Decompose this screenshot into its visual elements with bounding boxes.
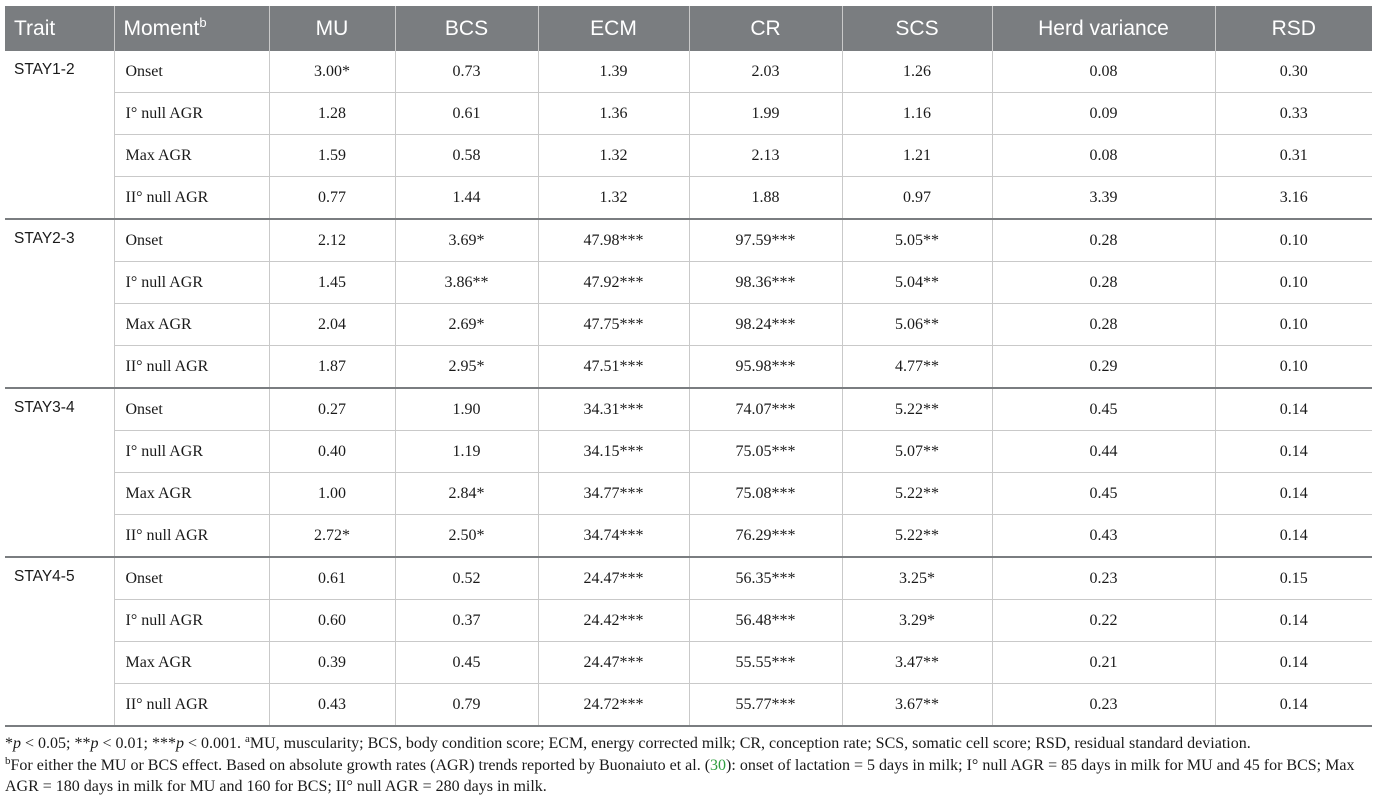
- table-row: [5, 135, 1372, 177]
- table-row: [5, 642, 1372, 684]
- trait-cell: STAY3-4: [5, 388, 114, 557]
- mu-cell: 1.28: [269, 93, 395, 135]
- moment-cell: II° null AGR: [114, 177, 269, 220]
- herd-variance-cell: 0.28: [992, 262, 1215, 304]
- header-mu: MU: [269, 6, 395, 51]
- cr-cell: 97.59***: [689, 219, 842, 262]
- scs-cell: 1.26: [842, 51, 992, 93]
- scs-cell: 5.05**: [842, 219, 992, 262]
- bcs-cell: 0.45: [395, 642, 538, 684]
- mu-cell: 1.59: [269, 135, 395, 177]
- rsd-cell: 0.31: [1215, 135, 1372, 177]
- trait-cell: STAY4-5: [5, 557, 114, 726]
- trait-cell: STAY1-2: [5, 51, 114, 219]
- moment-cell: Onset: [114, 219, 269, 262]
- scs-cell: 1.21: [842, 135, 992, 177]
- mu-cell: 3.00*: [269, 51, 395, 93]
- bcs-cell: 2.84*: [395, 473, 538, 515]
- rsd-cell: 0.10: [1215, 219, 1372, 262]
- cr-cell: 55.77***: [689, 684, 842, 727]
- mu-cell: 0.61: [269, 557, 395, 600]
- header-moment-label: Moment: [123, 16, 200, 40]
- footnote-significance-and-abbreviations: [5, 733, 1372, 755]
- header-ecm: ECM: [538, 6, 689, 51]
- moment-cell: Onset: [114, 51, 269, 93]
- herd-variance-cell: 0.08: [992, 135, 1215, 177]
- herd-variance-cell: 0.28: [992, 219, 1215, 262]
- herd-variance-cell: 3.39: [992, 177, 1215, 220]
- results-table-container: [5, 6, 1372, 727]
- scs-cell: 5.07**: [842, 431, 992, 473]
- trait-cell: STAY2-3: [5, 219, 114, 388]
- mu-cell: 1.00: [269, 473, 395, 515]
- cr-cell: 1.99: [689, 93, 842, 135]
- header-cr: CR: [689, 6, 842, 51]
- mu-cell: 1.45: [269, 262, 395, 304]
- ecm-cell: 34.74***: [538, 515, 689, 558]
- sig-threshold-2: < 0.01;: [98, 735, 152, 752]
- mu-cell: 2.12: [269, 219, 395, 262]
- bcs-cell: 1.19: [395, 431, 538, 473]
- mu-cell: 0.39: [269, 642, 395, 684]
- herd-variance-cell: 0.43: [992, 515, 1215, 558]
- table-row: [5, 177, 1372, 220]
- bcs-cell: 3.86**: [395, 262, 538, 304]
- header-herd-variance: Herd variance: [992, 6, 1215, 51]
- moment-cell: I° null AGR: [114, 93, 269, 135]
- ecm-cell: 34.15***: [538, 431, 689, 473]
- footnote-marker-b: b: [5, 754, 11, 767]
- cr-cell: 56.35***: [689, 557, 842, 600]
- herd-variance-cell: 0.45: [992, 388, 1215, 431]
- mu-cell: 0.77: [269, 177, 395, 220]
- moment-cell: Onset: [114, 388, 269, 431]
- ecm-cell: 24.72***: [538, 684, 689, 727]
- herd-variance-cell: 0.22: [992, 600, 1215, 642]
- reference-link[interactable]: 30: [710, 756, 727, 774]
- abbreviations-text: MU, muscularity; BCS, body condition score; ECM, energy corrected milk; CR, conception rate; SCS, somatic cell score; RSD, residual standard deviation.: [249, 735, 1251, 752]
- header-rsd: RSD: [1215, 6, 1372, 51]
- table-row: [5, 304, 1372, 346]
- rsd-cell: 0.14: [1215, 600, 1372, 642]
- bcs-cell: 2.50*: [395, 515, 538, 558]
- table-footnotes: [5, 733, 1372, 798]
- moment-cell: Max AGR: [114, 304, 269, 346]
- mu-cell: 2.72*: [269, 515, 395, 558]
- cr-cell: 74.07***: [689, 388, 842, 431]
- table-row: [5, 431, 1372, 473]
- bcs-cell: 3.69*: [395, 219, 538, 262]
- scs-cell: 5.06**: [842, 304, 992, 346]
- moment-cell: I° null AGR: [114, 262, 269, 304]
- rsd-cell: 0.10: [1215, 262, 1372, 304]
- rsd-cell: 0.14: [1215, 473, 1372, 515]
- ecm-cell: 47.98***: [538, 219, 689, 262]
- cr-cell: 1.88: [689, 177, 842, 220]
- p-symbol-1: p: [13, 735, 21, 752]
- table-header-row: [5, 6, 1372, 51]
- bcs-cell: 1.90: [395, 388, 538, 431]
- scs-cell: 1.16: [842, 93, 992, 135]
- scs-cell: 5.22**: [842, 515, 992, 558]
- mu-cell: 1.87: [269, 346, 395, 389]
- p-symbol-3: p: [175, 735, 184, 752]
- scs-cell: 5.22**: [842, 473, 992, 515]
- footnote-marker-a: a: [244, 733, 250, 745]
- bcs-cell: 0.73: [395, 51, 538, 93]
- scs-cell: 3.67**: [842, 684, 992, 727]
- moment-cell: Max AGR: [114, 473, 269, 515]
- header-trait: Trait: [5, 6, 114, 51]
- bcs-cell: 0.79: [395, 684, 538, 727]
- cr-cell: 95.98***: [689, 346, 842, 389]
- ecm-cell: 1.32: [538, 177, 689, 220]
- herd-variance-cell: 0.23: [992, 557, 1215, 600]
- scs-cell: 4.77**: [842, 346, 992, 389]
- table-row: [5, 473, 1372, 515]
- mu-cell: 0.60: [269, 600, 395, 642]
- scs-cell: 3.47**: [842, 642, 992, 684]
- ecm-cell: 24.47***: [538, 642, 689, 684]
- rsd-cell: 0.33: [1215, 93, 1372, 135]
- table-row: [5, 684, 1372, 727]
- cr-cell: 98.24***: [689, 304, 842, 346]
- bcs-cell: 0.61: [395, 93, 538, 135]
- moment-cell: Max AGR: [114, 642, 269, 684]
- cr-cell: 98.36***: [689, 262, 842, 304]
- table-row: [5, 93, 1372, 135]
- header-moment-footnote-marker: b: [199, 14, 207, 30]
- moment-cell: II° null AGR: [114, 515, 269, 558]
- sig-star-1: *: [5, 735, 13, 752]
- sig-star-2: **: [74, 735, 91, 752]
- table-row: [5, 600, 1372, 642]
- herd-variance-cell: 0.21: [992, 642, 1215, 684]
- cr-cell: 56.48***: [689, 600, 842, 642]
- moment-cell: Onset: [114, 557, 269, 600]
- scs-cell: 3.29*: [842, 600, 992, 642]
- herd-variance-cell: 0.28: [992, 304, 1215, 346]
- sig-threshold-1: < 0.05;: [21, 735, 75, 752]
- table-row: [5, 51, 1372, 93]
- scs-cell: 5.22**: [842, 388, 992, 431]
- cr-cell: 55.55***: [689, 642, 842, 684]
- results-table: [5, 6, 1372, 727]
- footnote-b: [5, 755, 1372, 798]
- p-symbol-2: p: [90, 735, 99, 752]
- rsd-cell: 0.14: [1215, 431, 1372, 473]
- sig-threshold-3: < 0.001.: [183, 735, 245, 752]
- herd-variance-cell: 0.23: [992, 684, 1215, 727]
- moment-cell: I° null AGR: [114, 431, 269, 473]
- ecm-cell: 47.75***: [538, 304, 689, 346]
- rsd-cell: 0.14: [1215, 642, 1372, 684]
- ecm-cell: 47.92***: [538, 262, 689, 304]
- cr-cell: 76.29***: [689, 515, 842, 558]
- ecm-cell: 24.42***: [538, 600, 689, 642]
- rsd-cell: 0.10: [1215, 304, 1372, 346]
- ecm-cell: 1.32: [538, 135, 689, 177]
- moment-cell: II° null AGR: [114, 684, 269, 727]
- bcs-cell: 2.69*: [395, 304, 538, 346]
- scs-cell: 0.97: [842, 177, 992, 220]
- mu-cell: 0.40: [269, 431, 395, 473]
- ecm-cell: 1.36: [538, 93, 689, 135]
- footnote-b-text-end: ): onset of lactation = 5 days in milk; I° null AGR = 85 days in milk for MU and 45 for BCS; Max AGR = 180 days in milk for MU and 160 for BCS; II° null AGR = 280 days in milk.: [5, 756, 1355, 795]
- table-row: [5, 388, 1372, 431]
- rsd-cell: 0.30: [1215, 51, 1372, 93]
- moment-cell: II° null AGR: [114, 346, 269, 389]
- header-moment: [114, 6, 269, 51]
- bcs-cell: 1.44: [395, 177, 538, 220]
- cr-cell: 75.08***: [689, 473, 842, 515]
- ecm-cell: 1.39: [538, 51, 689, 93]
- herd-variance-cell: 0.09: [992, 93, 1215, 135]
- table-row: [5, 557, 1372, 600]
- bcs-cell: 0.52: [395, 557, 538, 600]
- table-body: [5, 51, 1372, 726]
- ecm-cell: 47.51***: [538, 346, 689, 389]
- rsd-cell: 0.15: [1215, 557, 1372, 600]
- ecm-cell: 34.31***: [538, 388, 689, 431]
- moment-cell: Max AGR: [114, 135, 269, 177]
- bcs-cell: 0.58: [395, 135, 538, 177]
- rsd-cell: 0.14: [1215, 515, 1372, 558]
- mu-cell: 0.43: [269, 684, 395, 727]
- header-scs: SCS: [842, 6, 992, 51]
- header-bcs: BCS: [395, 6, 538, 51]
- moment-cell: I° null AGR: [114, 600, 269, 642]
- bcs-cell: 2.95*: [395, 346, 538, 389]
- herd-variance-cell: 0.45: [992, 473, 1215, 515]
- footnote-b-text-start: For either the MU or BCS effect. Based on absolute growth rates (AGR) trends reported by Buonaiuto et al. (: [10, 756, 711, 774]
- mu-cell: 0.27: [269, 388, 395, 431]
- table-row: [5, 346, 1372, 389]
- herd-variance-cell: 0.08: [992, 51, 1215, 93]
- table-row: [5, 262, 1372, 304]
- rsd-cell: 3.16: [1215, 177, 1372, 220]
- ecm-cell: 34.77***: [538, 473, 689, 515]
- sig-star-3: ***: [151, 735, 176, 752]
- scs-cell: 5.04**: [842, 262, 992, 304]
- rsd-cell: 0.10: [1215, 346, 1372, 389]
- scs-cell: 3.25*: [842, 557, 992, 600]
- mu-cell: 2.04: [269, 304, 395, 346]
- cr-cell: 2.13: [689, 135, 842, 177]
- cr-cell: 2.03: [689, 51, 842, 93]
- ecm-cell: 24.47***: [538, 557, 689, 600]
- herd-variance-cell: 0.44: [992, 431, 1215, 473]
- table-row: [5, 515, 1372, 558]
- herd-variance-cell: 0.29: [992, 346, 1215, 389]
- table-row: [5, 219, 1372, 262]
- cr-cell: 75.05***: [689, 431, 842, 473]
- bcs-cell: 0.37: [395, 600, 538, 642]
- rsd-cell: 0.14: [1215, 388, 1372, 431]
- rsd-cell: 0.14: [1215, 684, 1372, 727]
